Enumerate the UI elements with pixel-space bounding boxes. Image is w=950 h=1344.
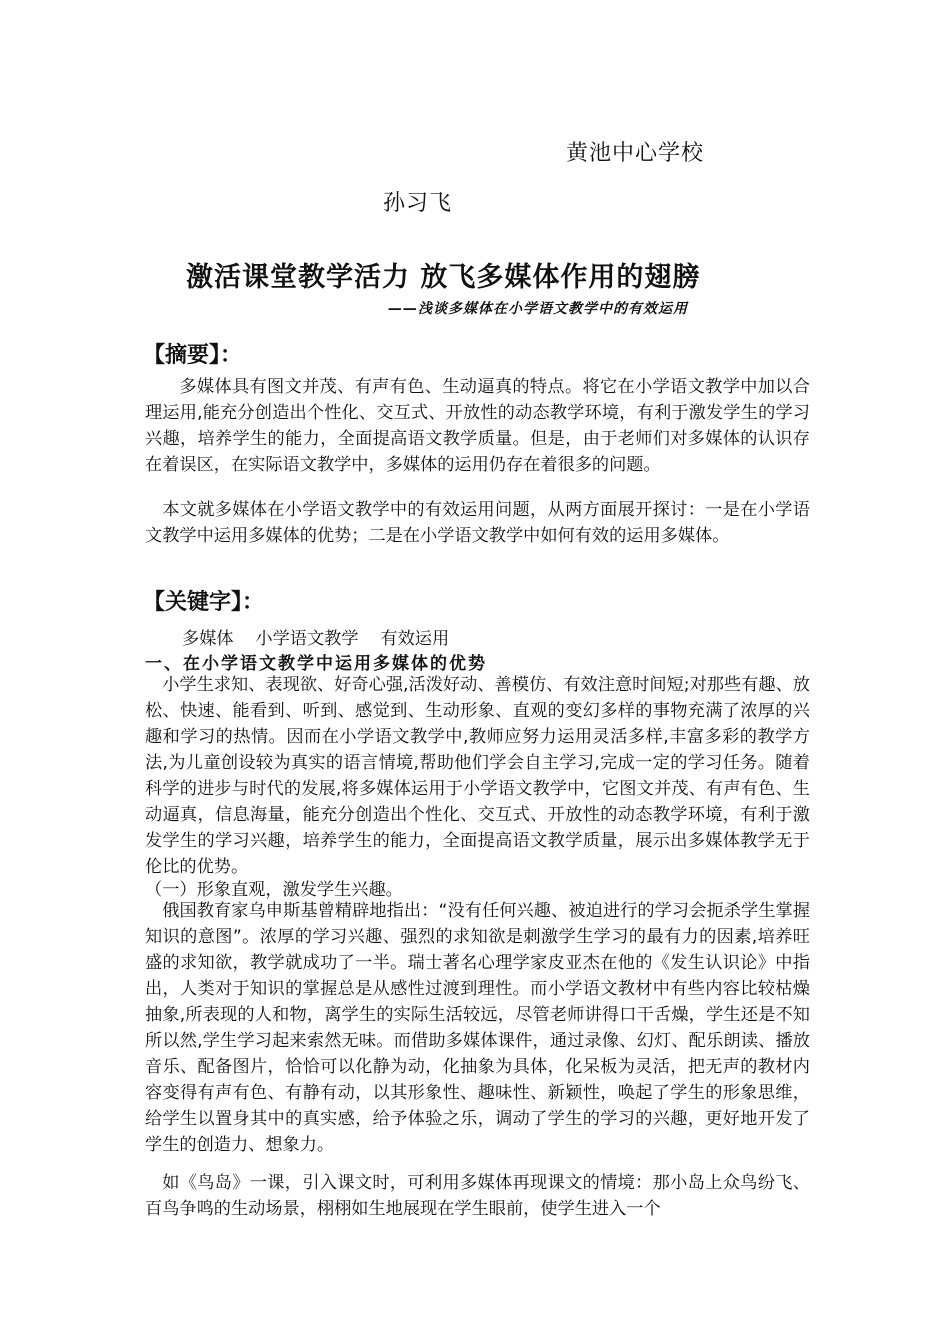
keywords-list: 多媒体 小学语文教学 有效运用 [182,629,450,649]
school-name: 黄池中心学校 [566,141,705,166]
body-paragraph: 俄国教育家乌申斯基曾精辟地指出：“没有任何兴趣、被迫进行的学习会扼杀学生掌握知识的意图”。浓厚的学习兴趣、强烈的求知欲是刺激学生学习的最有力的因素,培养旺盛的求知欲，教学就成功了一半。瑞士著名心理学家皮亚杰在他的《发生认识论》中指出，人类对于知识的掌握总是从感性过渡到理性。而小学语文教材中有些内容比较枯燥抽象,所表现的人和物，离学生的实际生活较远，尽管老师讲得口干舌燥，学生还是不知所以然,学生学习起来索然无味。而借助多媒体课件，通过录像、幻灯、配乐朗读、播放音乐、配备图片，恰恰可以化静为动，化抽象为具体，化呆板为灵活，把无声的教材内容变得有声有色、有静有动，以其形象性、趣味性、新颖性，唤起了学生的形象思维，给学生以置身其中的真实感，给予体验之乐，调动了学生的学习的兴趣，更好地开发了学生的创造力、想象力。 [145,901,810,1155]
abstract-heading: 【摘要】： [143,343,243,368]
subsection-heading: （一）形象直观，激发学生兴趣。 [145,880,403,900]
document-title: 激活课堂教学活力 放飞多媒体作用的翅膀 [186,262,701,293]
body-paragraph: 小学生求知、表现欲、好奇心强,活泼好动、善模仿、有效注意时间短;对那些有趣、放松、快速、能看到、听到、感觉到、生动形象、直观的变幻多样的事物充满了浓厚的兴趣和学习的热情。因而在小学语文教学中,教师应努力运用灵活多样,丰富多彩的教学方法,为儿童创设较为真实的语言情境,帮助他们学会自主学习,完成一定的学习任务。随着科学的进步与时代的发展,将多媒体运用于小学语文教学中，它图文并茂、有声有色、生动逼真，信息海量，能充分创造出个性化、交互式、开放性的动态教学环境，有利于激发学生的学习兴趣，培养学生的能力，全面提高语文教学质量，展示出多媒体教学无于伦比的优势。 [145,675,810,877]
keywords-heading: 【关键字】： [143,590,265,615]
body-paragraph: 如《鸟岛》一课，引入课文时，可利用多媒体再现课文的情境：那小岛上众鸟纷飞、百鸟争鸣的生动场景，栩栩如生地展现在学生眼前，使学生进入一个 [145,1173,810,1219]
document-subtitle: ——浅谈多媒体在小学语文教学中的有效运用 [388,301,688,317]
abstract-paragraph: 多媒体具有图文并茂、有声有色、生动逼真的特点。将它在小学语文教学中加以合理运用,能充分创造出个性化、交互式、开放性的动态教学环境，有利于激发学生的学习兴趣，培养学生的能力，全面提高语文教学质量。但是，由于老师们对多媒体的认识存在着误区，在实际语文教学中，多媒体的运用仍存在着很多的问题。 [145,377,810,475]
author-name: 孙习飞 [383,191,453,216]
section-heading: 一、在小学语文教学中运用多媒体的优势 [145,654,487,674]
abstract-paragraph: 本文就多媒体在小学语文教学中的有效运用问题，从两方面展开探讨：一是在小学语文教学中运用多媒体的优势；二是在小学语文教学中如何有效的运用多媒体。 [145,500,810,546]
